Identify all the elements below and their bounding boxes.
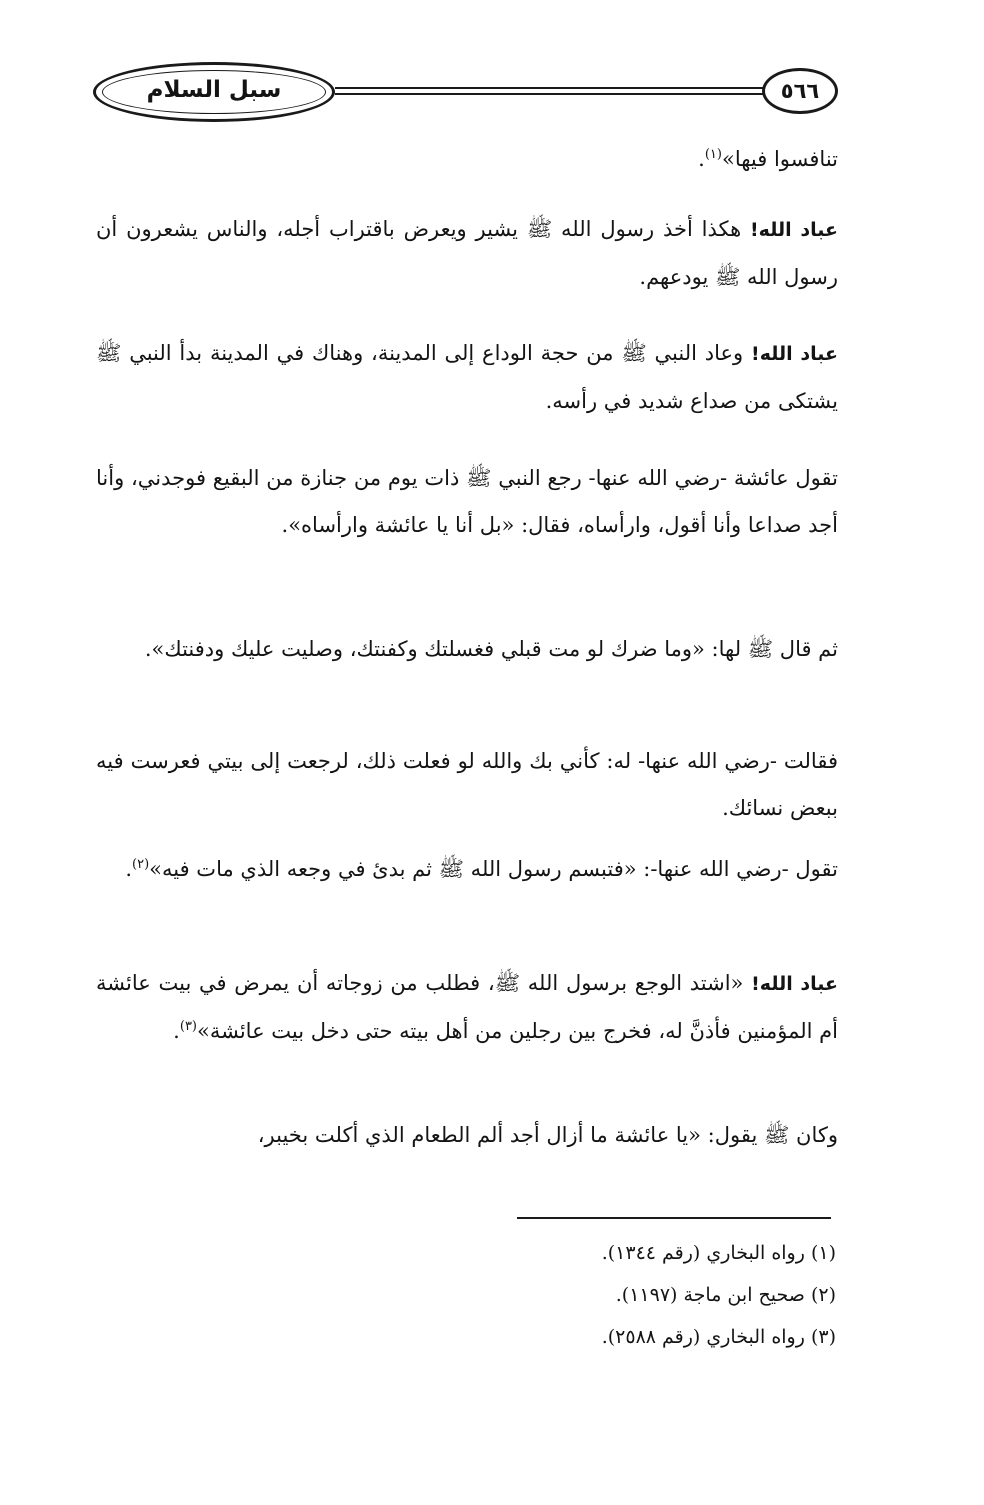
paragraph-4 — [96, 455, 838, 549]
paragraph-text: تنافسوا فيها» — [721, 147, 838, 171]
header-rule-bottom — [335, 93, 765, 95]
paragraph-3 — [96, 330, 838, 425]
paragraph-text: تقول عائشة -رضي الله عنها- رجع النبي ﷺ ذات يوم من جنازة من البقيع فوجدني، وأنا أجد صداعا وأنا أقول، وارأساه، فقال: «بل أنا يا عائشة وارأساه». — [96, 466, 838, 537]
paragraph-lead: عباد الله! — [750, 219, 838, 241]
paragraph-9 — [96, 1112, 838, 1159]
page-number: ٥٦٦ — [780, 79, 820, 103]
running-title: سبل السلام — [146, 77, 282, 103]
header-rule-top — [335, 87, 765, 89]
footnote-2: (٢) صحيح ابن ماجة (١١٩٧). — [615, 1284, 836, 1306]
footnote-ref-3: (٣) — [179, 1019, 197, 1034]
paragraph-text: فقالت -رضي الله عنها- له: كأني بك والله لو فعلت ذلك، لرجعت إلى بيتي فعرست فيه ببعض نسائك. — [96, 749, 838, 820]
footnote-3: (٣) رواه البخاري (رقم ٢٥٨٨). — [601, 1326, 836, 1348]
paragraph-2 — [96, 206, 838, 301]
paragraph-5 — [96, 626, 838, 673]
footnote-1: (١) رواه البخاري (رقم ١٣٤٤). — [601, 1242, 836, 1264]
footnote-ref-1: (١) — [704, 147, 722, 162]
page-number-frame — [762, 68, 838, 114]
paragraph-text: وكان ﷺ يقول: «يا عائشة ما أزال أجد ألم الطعام الذي أكلت بخيبر، — [257, 1123, 838, 1147]
paragraph-text: وعاد النبي ﷺ من حجة الوداع إلى المدينة، وهناك في المدينة بدأ النبي ﷺ يشتكى من صداع شديد في رأسه. — [96, 341, 838, 413]
paragraph-7 — [96, 846, 838, 893]
paragraph-8 — [96, 960, 838, 1055]
paragraph-lead: عباد الله! — [751, 973, 839, 995]
footnote-separator — [517, 1217, 831, 1219]
paragraph-tail: . — [173, 1019, 180, 1043]
paragraph-6 — [96, 738, 838, 832]
paragraph-1 — [96, 136, 838, 183]
running-title-frame — [93, 62, 335, 122]
paragraph-text: ثم قال ﷺ لها: «وما ضرك لو مت قبلي فغسلتك وكفنتك، وصليت عليك ودفنتك». — [144, 637, 838, 661]
paragraph-text: «اشتد الوجع برسول الله ﷺ، فطلب من زوجاته أن يمرض في بيت عائشة أم المؤمنين فأذنَّ له، فخرج بين رجلين من أهل بيته حتى دخل بيت عائشة» — [96, 971, 838, 1043]
paragraph-text: هكذا أخذ رسول الله ﷺ يشير ويعرض باقتراب أجله، والناس يشعرون أن رسول الله ﷺ يودعهم. — [96, 217, 838, 289]
paragraph-text: تقول -رضي الله عنها-: «فتبسم رسول الله ﷺ ثم بدئ في وجعه الذي مات فيه» — [149, 857, 838, 881]
footnote-ref-2: (٢) — [132, 857, 150, 872]
paragraph-lead: عباد الله! — [751, 343, 839, 365]
paragraph-tail: . — [698, 147, 705, 171]
paragraph-tail: . — [125, 857, 132, 881]
